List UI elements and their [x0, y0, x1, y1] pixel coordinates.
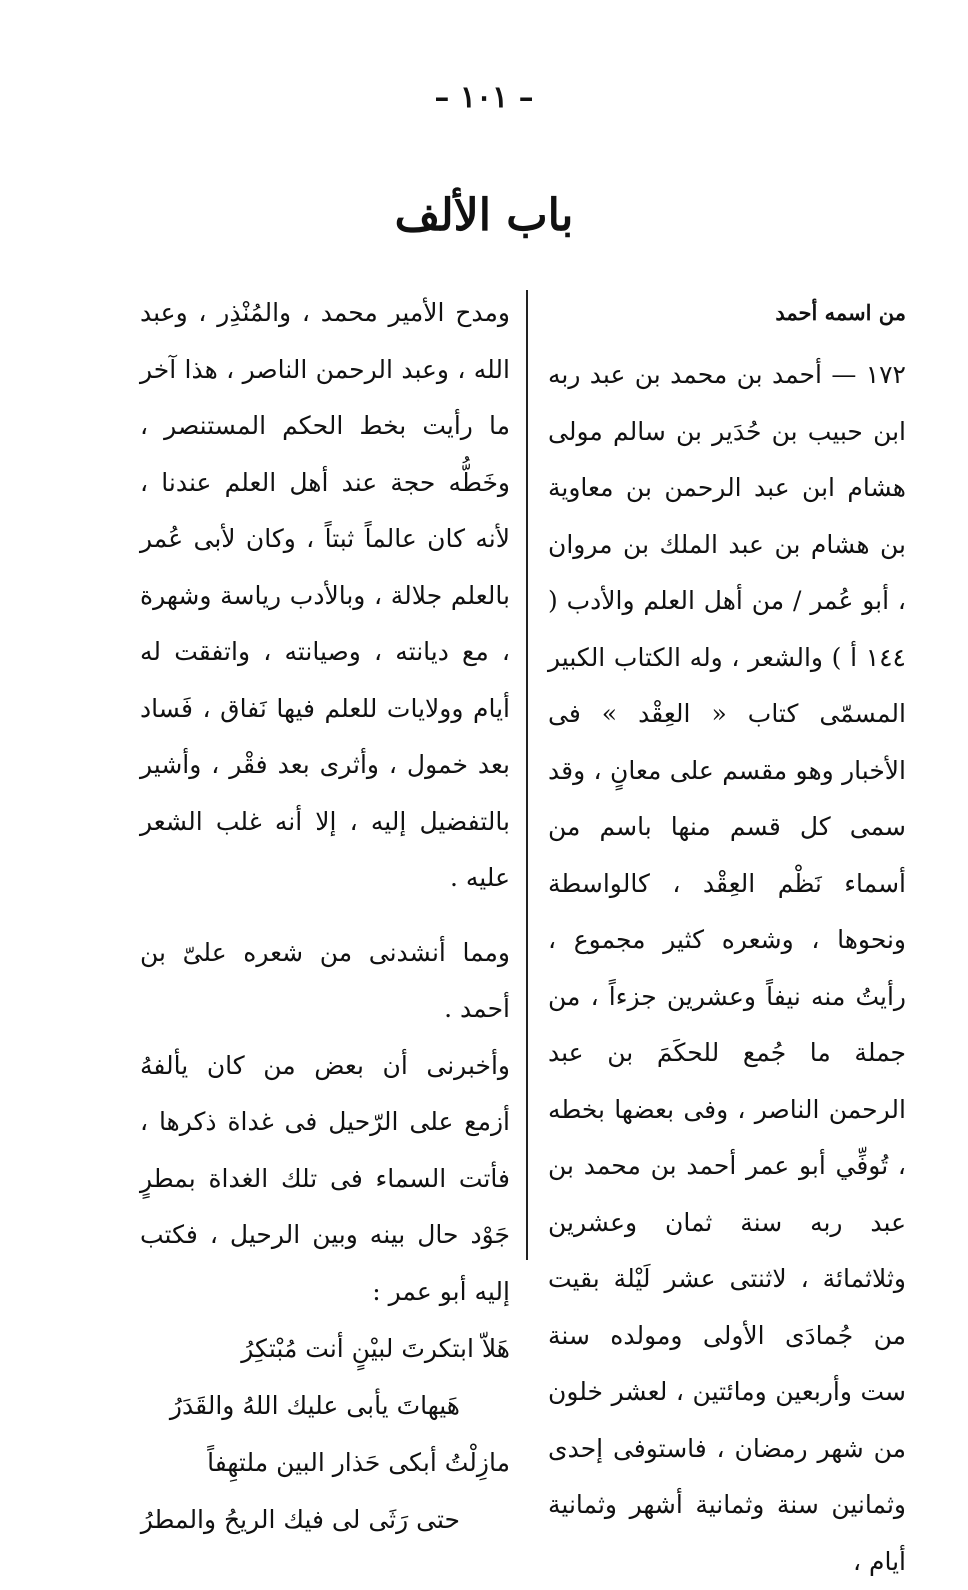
poem-verse-3: مازِلْتُ أبكى حَذار البين ملتهِفاً — [207, 1448, 510, 1477]
chapter-title: باب الألف — [394, 190, 574, 241]
section-heading: من اسمه أحمد — [775, 300, 906, 325]
paragraph-anecdote: وأخبرنى أن بعض من كان يألفهُ أزمع على الرّحيل فى غداة ذكرها ، فأتت السماء فى تلك الغداة بمطرٍ جَوْد حال بينه وبين الرحيل ، فكتب إليه أبو عمر : — [140, 1050, 510, 1306]
biography-entry-text: ١٧٢ — أحمد بن محمد بن عبد ربه ابن حبيب بن حُدَير بن سالم مولى هشام ابن عبد الرحمن بن معاوية بن هشام بن عبد الملك بن مروان ، أبو عُمر / من أهل العلم والأدب ( ١٤٤ أ ) والشعر ، وله الكتاب الكبير المسمّى كتاب « العِقْد » فى الأخبار وهو مقسم على معانٍ ، وقد سمى كل قسم منها باسم من أسماء نَظْم العِقْد ، كالواسطة ونحوها ، وشعره كثير مجموع ، رأيتُ منه نيفاً وعشرين جزءاً ، من جملة ما جُمع للحكَمَ بن عبد الرحمن الناصر ، وفى بعضها بخطه ، تُوفِّي أبو عمر أحمد بن محمد بن عبد ربه سنة ثمان وعشرين وثلاثمائة ، لاثنتى عشر لَيْلة بقيت من جُمادَى الأولى ومولده سنة ست وأربعين ومائتين ، لعشر خلون من شهر رمضان ، فاستوفى إحدى وثمانين سنة وثمانية أشهر وثمانية أيام ، — [548, 360, 906, 1576]
column-divider — [526, 290, 528, 1260]
poem-verse-2: هَيهاتَ يأبى عليك اللهُ والقَدَرُ — [169, 1391, 460, 1420]
right-column — [548, 285, 906, 1590]
poem-verse-4: حتى رَثَى لى فيك الريحُ والمطرُ — [140, 1505, 460, 1534]
page-number: – ١٠١ – — [434, 80, 534, 115]
left-column — [140, 285, 510, 1548]
paragraph-praise: ومدح الأمير محمد ، والمُنْذِر ، وعبد الله ، وعبد الرحمن الناصر ، هذا آخر ما رأيت بخط الحكم المستنصر ، وخَطُّه حجة عند أهل العلم عندنا ، لأنه كان عالماً ثبتاً ، وكان لأبى عُمر بالعلم جلالة ، وبالأدب رياسة وشهرة ، مع ديانته ، وصيانته ، واتفقت له أيام وولايات للعلم فيها نَفاق ، فَساد بعد خمول ، وأثرى بعد فقْر ، وأشير بالتفضيل إليه ، إلا أنه غلب الشعر عليه . — [140, 298, 510, 892]
poem-verse-1: هَلاّ ابتكرتَ لبيْنٍ أنت مُبْتكِرُ — [241, 1334, 510, 1363]
paragraph-recitation: ومما أنشدنى من شعره علىّ بن أحمد . — [140, 937, 510, 1023]
